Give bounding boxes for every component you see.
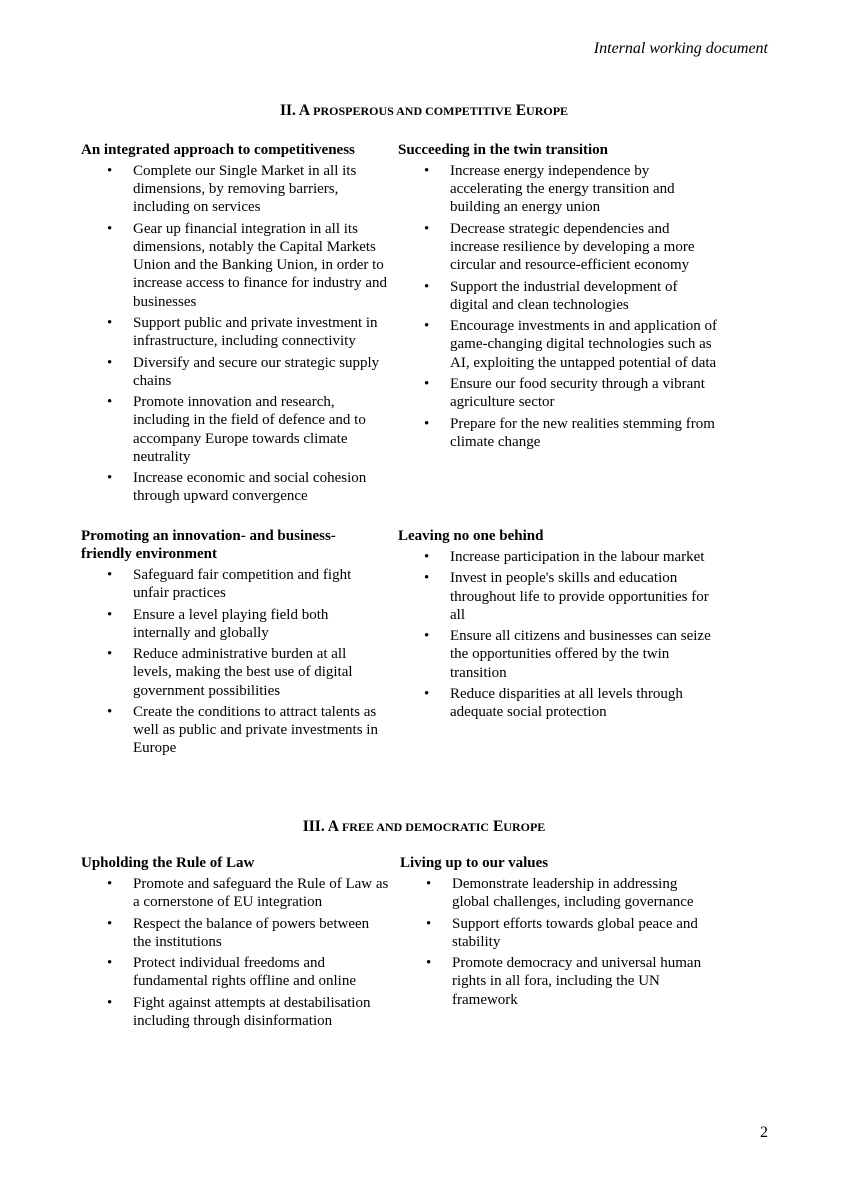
list-item [81, 566, 381, 602]
list-item [398, 685, 718, 721]
bullet-icon: • [107, 955, 113, 972]
list-item [81, 994, 391, 1030]
list-item [81, 469, 391, 505]
list-item-text: Fight against attempts at destabilisation including through disinformation [133, 994, 371, 1029]
list-item-text: Ensure our food security through a vibrant agriculture sector [450, 375, 705, 411]
list-item [81, 645, 381, 700]
list-item-text: Promote democracy and universal human rights in all fora, including the UN framework [452, 955, 702, 1008]
block-title: Upholding the Rule of Law [81, 855, 255, 871]
list-item-text: Support the industrial development of digital and clean technologies [450, 278, 678, 313]
list-item-text: Ensure a level playing field both internally and globally [133, 606, 329, 641]
list-item [81, 875, 391, 911]
list-item-text: Increase energy independence by accelerating the energy transition and building an energy union [450, 163, 675, 216]
section-title-smallcaps-end: UROPE [503, 820, 546, 834]
list-item-text: Demonstrate leadership in addressing global challenges, including governance [452, 876, 694, 911]
bullet-icon: • [107, 876, 113, 892]
list-item-text: Increase economic and social cohesion through upward convergence [133, 470, 367, 505]
list-item-text: Protect individual freedoms and fundamental rights offline and online [133, 955, 357, 990]
bullet-icon: • [424, 375, 430, 392]
block-title: Living up to our values [400, 855, 549, 871]
bullet-icon: • [426, 915, 432, 932]
block-integrated-approach [81, 141, 391, 509]
bullet-icon: • [426, 876, 432, 892]
list-item [398, 220, 718, 275]
list-item-text: Reduce disparities at all levels through adequate social protection [450, 685, 683, 721]
section-title-free-democratic [0, 818, 848, 836]
list-item [81, 393, 391, 466]
block-title: Succeeding in the twin transition [398, 142, 609, 158]
block-leaving-no-one-behind [398, 527, 718, 725]
block-title: An integrated approach to competitiveness [81, 142, 355, 158]
block-living-up-to-values [400, 854, 718, 1012]
block-innovation-environment [81, 527, 381, 761]
section-roman: II. A [279, 102, 310, 119]
list-item [398, 278, 718, 314]
section-title-smallcaps: FREE AND DEMOCRATIC [341, 820, 490, 834]
list-item-text: Respect the balance of powers between the institutions [133, 915, 370, 950]
bullet-list [398, 548, 718, 721]
section-title-prosperous [0, 102, 848, 120]
list-item [81, 915, 391, 951]
list-item-text: Promote and safeguard the Rule of Law as a cornerstone of EU integration [133, 876, 389, 911]
bullet-list [81, 162, 391, 506]
block-title: Promoting an innovation- and business-friendly environment [81, 528, 336, 562]
bullet-list [81, 875, 391, 1030]
bullet-list [81, 566, 381, 758]
bullet-icon: • [424, 415, 430, 432]
bullet-icon: • [424, 318, 430, 335]
list-item [400, 915, 718, 951]
list-item [398, 627, 718, 682]
block-title: Leaving no one behind [398, 528, 544, 544]
list-item [81, 703, 381, 758]
list-item-text: Complete our Single Market in all its dimensions, by removing barriers, including on services [133, 163, 357, 216]
bullet-icon: • [107, 606, 113, 623]
list-item [81, 354, 391, 390]
bullet-icon: • [424, 220, 430, 237]
list-item-text: Support public and private investment in infrastructure, including connectivity [133, 315, 378, 350]
list-item-text: Gear up financial integration in all its dimensions, notably the Capital Markets Union and the Banking Union, in order to increase access to finance for industry and businesses [133, 220, 388, 310]
bullet-icon: • [107, 470, 113, 487]
bullet-icon: • [424, 570, 430, 587]
list-item-text: Invest in people's skills and education throughout life to provide opportunities for all [450, 570, 709, 623]
list-item [81, 954, 391, 990]
page-number: 2 [760, 1124, 768, 1141]
bullet-icon: • [107, 163, 113, 179]
bullet-icon: • [107, 703, 113, 720]
bullet-icon: • [107, 354, 113, 371]
section-title-smallcaps: PROSPEROUS AND COMPETITIVE [313, 104, 512, 118]
list-item-text: Create the conditions to attract talents as well as public and private investments in Europe [133, 703, 378, 757]
bullet-icon: • [107, 567, 113, 583]
list-item [81, 220, 391, 311]
bullet-icon: • [107, 646, 113, 663]
bullet-icon: • [424, 163, 430, 179]
block-rule-of-law [81, 854, 391, 1033]
bullet-icon: • [107, 315, 113, 331]
list-item [398, 375, 718, 411]
bullet-icon: • [424, 549, 430, 565]
list-item [398, 569, 718, 624]
section-title-smallcaps-end: UROPE [526, 104, 569, 118]
bullet-icon: • [107, 994, 113, 1011]
section-title-cap: E [492, 818, 504, 835]
list-item-text: Support efforts towards global peace and stability [452, 915, 698, 950]
list-item-text: Increase participation in the labour market [450, 549, 705, 565]
list-item [400, 954, 718, 1009]
bullet-icon: • [424, 278, 430, 295]
list-item-text: Safeguard fair competition and fight unfair practices [133, 567, 352, 602]
section-roman: III. A [302, 818, 339, 835]
list-item [400, 875, 718, 911]
bullet-list [400, 875, 718, 1009]
list-item [81, 314, 391, 350]
list-item [398, 317, 718, 372]
list-item-text: Reduce administrative burden at all levels, making the best use of digital government possibilities [133, 646, 353, 699]
list-item-text: Ensure all citizens and businesses can seize the opportunities offered by the twin transition [450, 628, 711, 681]
bullet-icon: • [107, 220, 113, 237]
bullet-icon: • [107, 394, 113, 411]
block-twin-transition [398, 141, 718, 454]
bullet-icon: • [107, 915, 113, 932]
bullet-list [398, 162, 718, 451]
list-item [398, 548, 718, 566]
list-item [398, 162, 718, 217]
list-item-text: Promote innovation and research, including in the field of defence and to accompany Europe towards climate neutrality [133, 394, 366, 465]
bullet-icon: • [424, 628, 430, 645]
list-item [81, 606, 381, 642]
list-item-text: Diversify and secure our strategic supply chains [133, 354, 380, 389]
list-item-text: Prepare for the new realities stemming from climate change [450, 415, 715, 450]
bullet-icon: • [426, 955, 432, 972]
header-note: Internal working document [593, 40, 768, 57]
list-item-text: Decrease strategic dependencies and increase resilience by developing a more circular and resource-efficient economy [450, 220, 695, 274]
bullet-icon: • [424, 685, 430, 702]
list-item-text: Encourage investments in and application of game-changing digital technologies such as AI, exploiting the untapped potential of data [450, 318, 718, 371]
list-item [398, 415, 718, 451]
list-item [81, 162, 391, 217]
section-title-cap: E [515, 102, 527, 119]
